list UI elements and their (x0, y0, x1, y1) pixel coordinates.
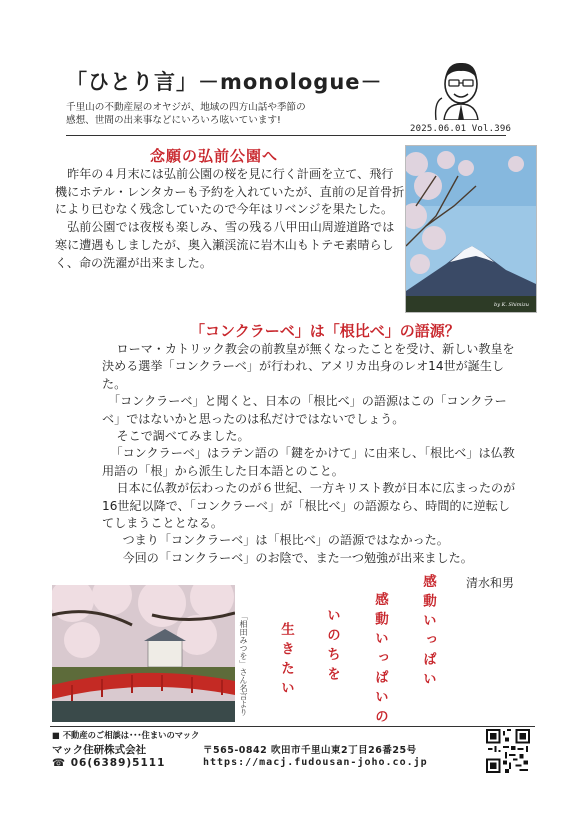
section1-paragraph: 弘前公園では夜桜も楽しみ、雪の残る八甲田山周遊道路では寒に遭遇もしましたが、奥入瀬渓流に岩木山もトテモ素晴らしく、命の洗濯が出来ました。 (55, 220, 395, 270)
qr-code-icon[interactable] (486, 729, 530, 773)
section2-paragraph: 「コンクラーベ」と聞くと、日本の「根比べ」の語源はこの「コンクラーベ」ではないかと思ったのは私だけではないでしょう。 (102, 394, 507, 426)
section1-body (55, 166, 405, 272)
poem-line: いのちを (324, 608, 340, 686)
poem-credit: 「相田みつを」さん名言より (239, 612, 248, 716)
issue-date: 2025.06.01 Vol.396 (410, 124, 512, 134)
section2-paragraph: つまり「コンクラーベ」は「根比べ」の語源ではなかった。 (122, 533, 449, 548)
author-caricature-icon (430, 58, 492, 120)
poem-line: 生きたい (278, 622, 294, 700)
section2-heading: 「コンクラーベ」は「根比べ」の語源？ (190, 322, 460, 340)
company-name: マック住研株式会社 (52, 744, 147, 756)
phone-number: ☎ 06(6389)5111 (52, 757, 166, 769)
section1-heading: 念願の弘前公園へ (150, 147, 279, 165)
website-url[interactable]: https://macj.fudousan-joho.co.jp (203, 757, 428, 768)
mount-iwaki-photo (405, 145, 537, 313)
photo-signature: by K. Shimizu (494, 302, 529, 308)
footer-divider (50, 726, 535, 727)
author-name: 清水和男 (466, 576, 515, 590)
section2-paragraph: ローマ・カトリック教会の前教皇が無くなったことを受け、新しい教皇を決める選挙「コンクラーベ」が行われ、アメリカ出身のレオ14世が誕生した。 (102, 342, 515, 391)
subtitle-line-2: 感想、世間の出来事などにいろいろ呟いています! (66, 115, 281, 126)
hirosaki-bridge-photo (52, 585, 235, 722)
newsletter-title: 「ひとり言」－monologue－ (66, 70, 383, 94)
newsletter-subtitle (66, 101, 366, 127)
header-divider (66, 135, 506, 136)
section1-paragraph: 昨年の４月末には弘前公園の桜を見に行く計画を立て、飛行機にホテル・レンタカーも予約を入れていたが、直前の足首骨折により已むなく残念していたので今年はリベンジを果たした。 (55, 167, 405, 217)
company-address: 〒565-0842 吹田市千里山東2丁目26番25号 (203, 745, 417, 756)
poem-line: 感動いっぱいの (372, 592, 388, 729)
section2-body (102, 341, 522, 567)
footer-tagline: ■ 不動産のご相談は･･･住まいのマック (52, 730, 200, 740)
section2-paragraph: そこで調べてみました。 (116, 429, 250, 444)
section2-paragraph: 今回の「コンクラーベ」のお陰で、また一つ勉強が出来ました。 (122, 550, 473, 565)
poem-line: 感動いっぱい (420, 574, 436, 691)
subtitle-line-1: 千里山の不動産屋のオヤジが、地域の四方山話や季節の (66, 102, 306, 113)
section2-paragraph: 日本に仏教が伝わったのが６世紀、一方キリスト教が日本に広まったのが16世紀以降で、「コンクラーベ」が「根比べ」の語源なら、時間的に逆転してしまうこととなる。 (102, 481, 516, 531)
section2-paragraph: 「コンクラーベ」はラテン語の「鍵をかけて」に由来し、「根比べ」は仏教用語の「根」から派生した日本語とのこと。 (102, 446, 515, 478)
